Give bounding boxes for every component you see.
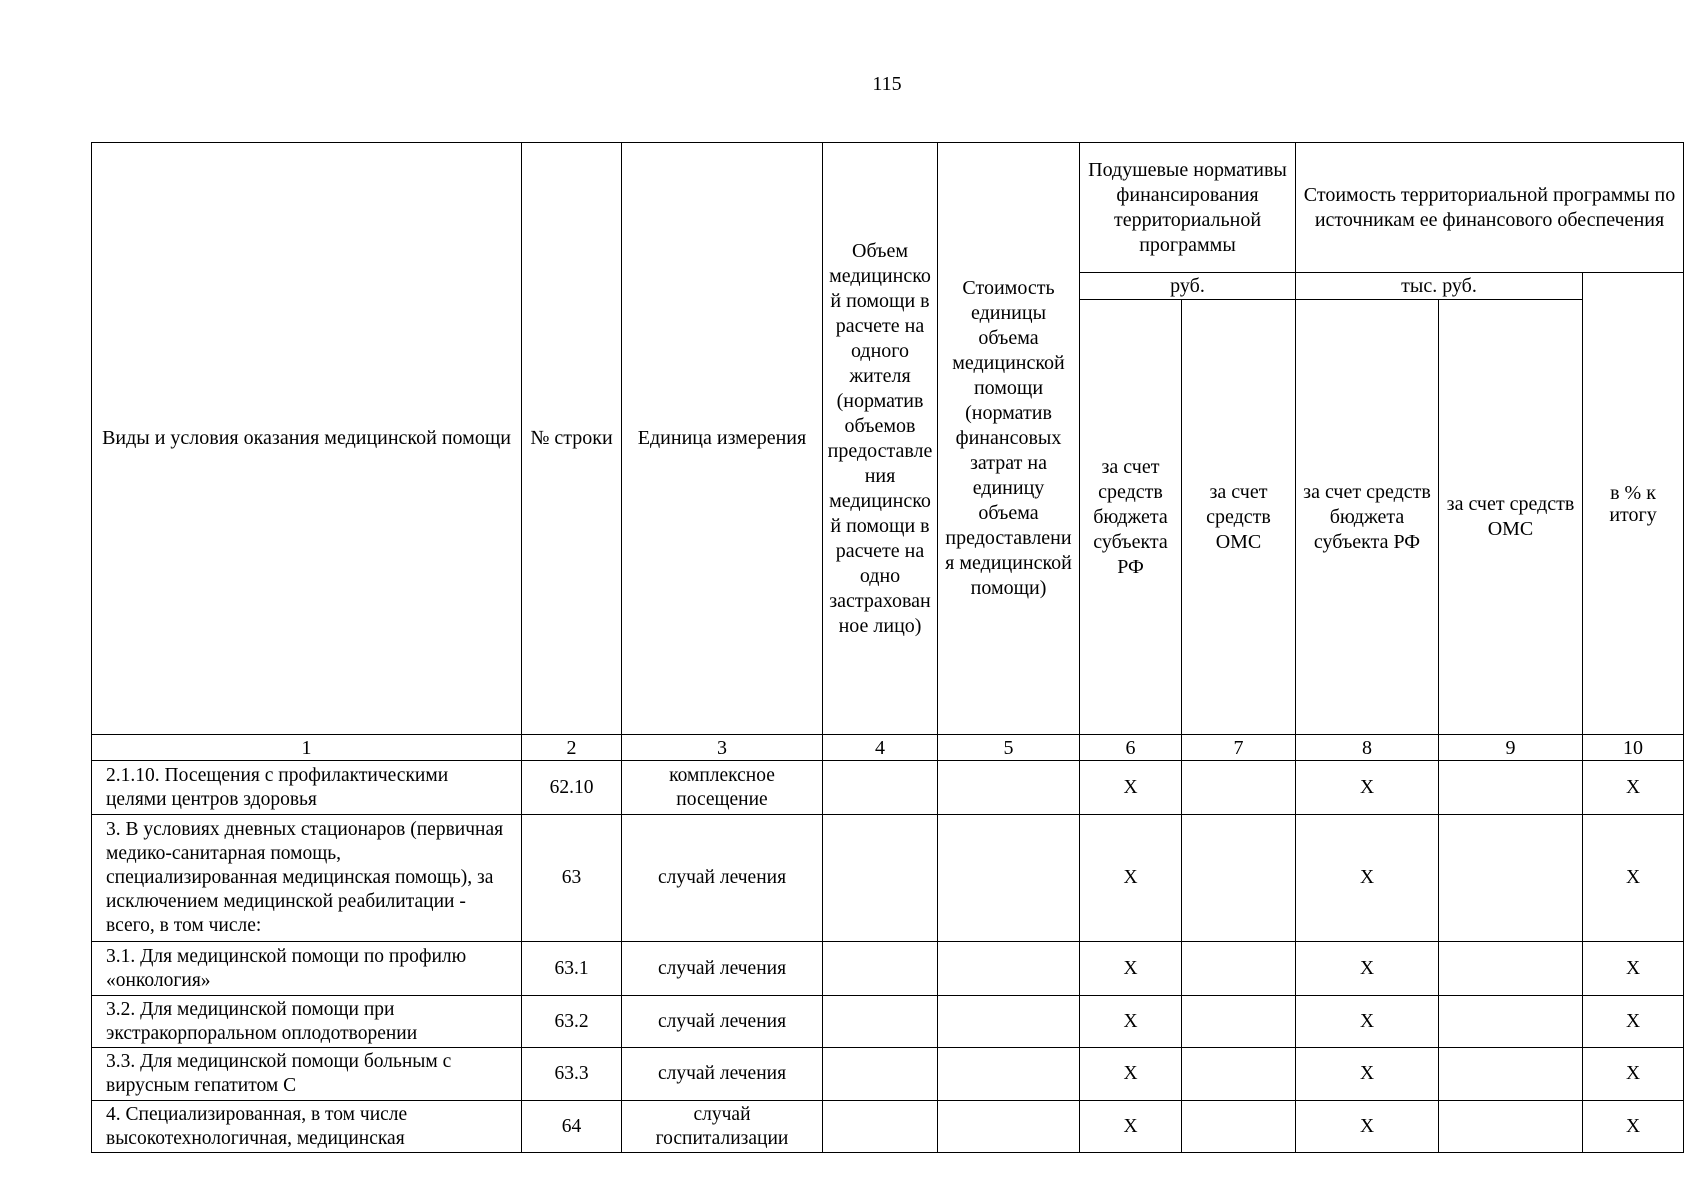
- table-cell-col2: 64: [522, 1101, 622, 1153]
- table-cell-col9: [1439, 815, 1583, 942]
- table-cell-col3: комплексное посещение: [622, 761, 823, 815]
- header-budget-per-capita: за счет средств бюджета субъекта РФ: [1080, 300, 1182, 735]
- column-number: 4: [823, 735, 938, 761]
- column-number: 3: [622, 735, 823, 761]
- table-cell-col9: [1439, 761, 1583, 815]
- header-row-number: № строки: [522, 143, 622, 735]
- table-cell-col5: [938, 1101, 1080, 1153]
- column-number: 2: [522, 735, 622, 761]
- table-body: [92, 761, 1684, 1153]
- table-cell-col9: [1439, 1101, 1583, 1153]
- table-cell-col6: X: [1080, 1101, 1182, 1153]
- table-row: [92, 942, 1684, 996]
- table-cell-col10: X: [1583, 1101, 1684, 1153]
- table-cell-col4: [823, 942, 938, 996]
- table-cell-col10: X: [1583, 996, 1684, 1048]
- table-cell-col4: [823, 1101, 938, 1153]
- table-cell-col1: 3.2. Для медицинской помощи при экстракорпоральном оплодотворении: [92, 996, 522, 1048]
- table-cell-col7: [1182, 761, 1296, 815]
- table-cell-col9: [1439, 996, 1583, 1048]
- header-oms-per-capita: за счет средств ОМС: [1182, 300, 1296, 735]
- table-cell-col9: [1439, 1048, 1583, 1101]
- header-unit-rub: руб.: [1080, 273, 1296, 300]
- table-cell-col5: [938, 996, 1080, 1048]
- table-cell-col6: X: [1080, 996, 1182, 1048]
- column-number: 9: [1439, 735, 1583, 761]
- column-number: 7: [1182, 735, 1296, 761]
- table-cell-col1: 2.1.10. Посещения с профилактическими целями центров здоровья: [92, 761, 522, 815]
- table-cell-col10: X: [1583, 761, 1684, 815]
- header-care-types: Виды и условия оказания медицинской помощи: [92, 143, 522, 735]
- table-cell-col7: [1182, 815, 1296, 942]
- table-cell-col3: случай лечения: [622, 1048, 823, 1101]
- page-number: 115: [872, 73, 902, 95]
- table-cell-col1: 3.3. Для медицинской помощи больным с вирусным гепатитом С: [92, 1048, 522, 1101]
- table-cell-col8: X: [1296, 815, 1439, 942]
- table-cell-col5: [938, 942, 1080, 996]
- table-cell-col1: 3. В условиях дневных стационаров (первичная медико-санитарная помощь, специализированная медицинская помощь), за исключением медицинской реабилитации - всего, в том числе:: [92, 815, 522, 942]
- table-cell-col10: X: [1583, 815, 1684, 942]
- table-cell-col4: [823, 815, 938, 942]
- table-cell-col7: [1182, 996, 1296, 1048]
- table-cell-col7: [1182, 1048, 1296, 1101]
- table-cell-col1: 3.1. Для медицинской помощи по профилю «онкология»: [92, 942, 522, 996]
- table-cell-col8: X: [1296, 1048, 1439, 1101]
- column-number: 8: [1296, 735, 1439, 761]
- table-cell-col6: X: [1080, 761, 1182, 815]
- table-cell-col6: X: [1080, 1048, 1182, 1101]
- header-unit-cost: Стоимость единицы объема медицинской помощи (норматив финансовых затрат на единицу объема предоставления медицинской помощи): [938, 143, 1080, 735]
- column-number: 10: [1583, 735, 1684, 761]
- table-header: [92, 143, 1684, 761]
- table-cell-col9: [1439, 942, 1583, 996]
- header-cost-group: Стоимость территориальной программы по источникам ее финансового обеспечения: [1296, 143, 1684, 273]
- table-cell-col10: X: [1583, 1048, 1684, 1101]
- table-cell-col3: случай лечения: [622, 996, 823, 1048]
- header-volume: Объем медицинской помощи в расчете на одного жителя (норматив объемов предоставления медицинской помощи в расчете на одно застрахованное лицо): [823, 143, 938, 735]
- table-cell-col4: [823, 1048, 938, 1101]
- table-cell-col3: случай лечения: [622, 942, 823, 996]
- table-cell-col6: X: [1080, 815, 1182, 942]
- header-unit: Единица измерения: [622, 143, 823, 735]
- column-numbers-row: [92, 735, 1684, 761]
- table-row: [92, 815, 1684, 942]
- table-cell-col2: 63.1: [522, 942, 622, 996]
- header-per-capita-group: Подушевые нормативы финансирования территориальной программы: [1080, 143, 1296, 273]
- table-cell-col7: [1182, 1101, 1296, 1153]
- table-cell-col3: случай госпитализации: [622, 1101, 823, 1153]
- header-oms-cost: за счет средств ОМС: [1439, 300, 1583, 735]
- table-cell-col2: 63.3: [522, 1048, 622, 1101]
- table-cell-col4: [823, 761, 938, 815]
- table-cell-col5: [938, 815, 1080, 942]
- header-percent-total: в % к итогу: [1583, 273, 1684, 735]
- column-number: 5: [938, 735, 1080, 761]
- table-row: [92, 1101, 1684, 1153]
- table-cell-col7: [1182, 942, 1296, 996]
- header-unit-thousand-rub: тыс. руб.: [1296, 273, 1583, 300]
- table-cell-col8: X: [1296, 1101, 1439, 1153]
- table-cell-col6: X: [1080, 942, 1182, 996]
- table-row: [92, 996, 1684, 1048]
- table-cell-col2: 62.10: [522, 761, 622, 815]
- header-row-top: [92, 143, 1684, 273]
- table-cell-col4: [823, 996, 938, 1048]
- table-cell-col2: 63: [522, 815, 622, 942]
- table-cell-col8: X: [1296, 761, 1439, 815]
- table-cell-col3: случай лечения: [622, 815, 823, 942]
- table-cell-col10: X: [1583, 942, 1684, 996]
- table-row: [92, 1048, 1684, 1101]
- table-row: [92, 761, 1684, 815]
- table-cell-col8: X: [1296, 942, 1439, 996]
- column-number: 1: [92, 735, 522, 761]
- territorial-program-table: [91, 142, 1684, 1153]
- table-cell-col1: 4. Специализированная, в том числе высокотехнологичная, медицинская: [92, 1101, 522, 1153]
- table-cell-col5: [938, 761, 1080, 815]
- column-number: 6: [1080, 735, 1182, 761]
- table-cell-col5: [938, 1048, 1080, 1101]
- table-cell-col2: 63.2: [522, 996, 622, 1048]
- table-cell-col8: X: [1296, 996, 1439, 1048]
- header-budget-cost: за счет средств бюджета субъекта РФ: [1296, 300, 1439, 735]
